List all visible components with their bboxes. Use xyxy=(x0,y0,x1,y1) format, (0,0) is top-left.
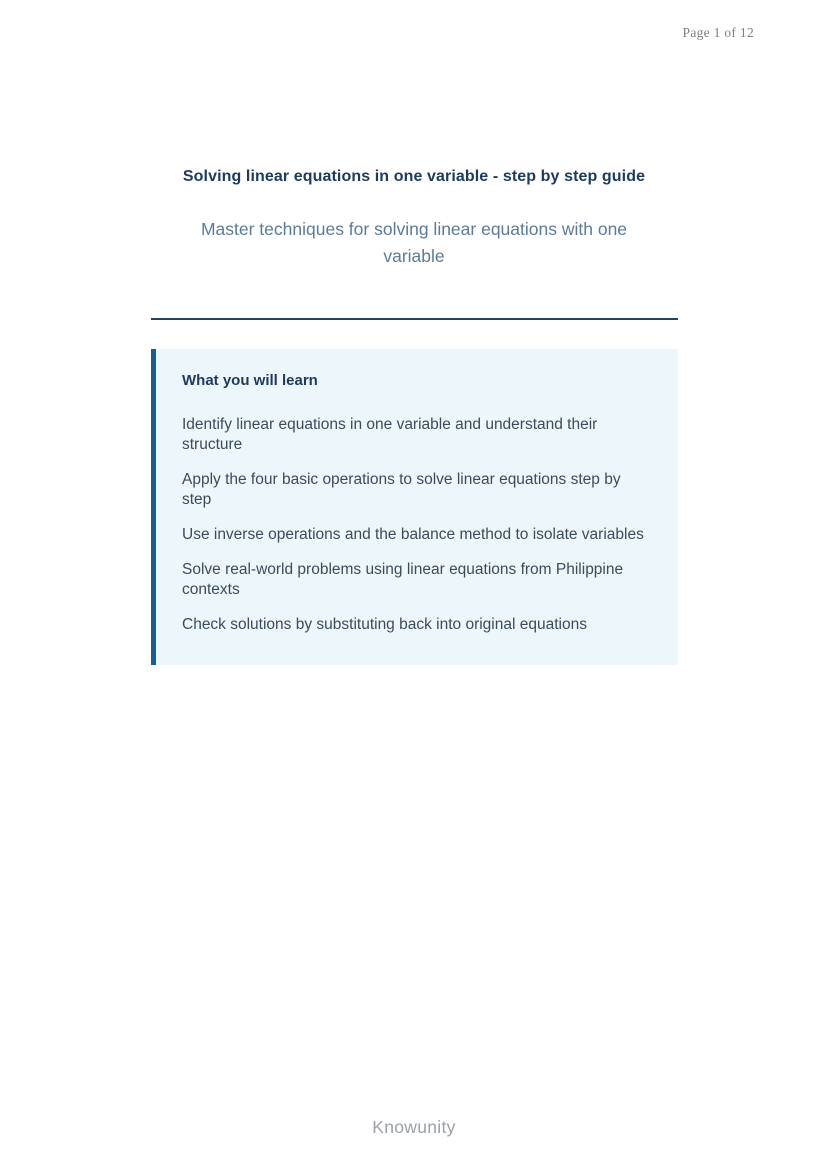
footer-brand: Knowunity xyxy=(372,1117,456,1137)
learn-item: Check solutions by substituting back into original equations xyxy=(182,616,587,633)
learn-item: Use inverse operations and the balance method to isolate variables xyxy=(182,526,644,543)
learn-item: Solve real-world problems using linear equations from Philippine contexts xyxy=(182,561,624,598)
document-subtitle: Master techniques for solving linear equations with one variable xyxy=(200,219,628,266)
learn-box-heading: What you will learn xyxy=(182,372,318,389)
page-indicator: Page 1 of 12 xyxy=(682,25,754,40)
learn-item: Identify linear equations in one variable and understand their structure xyxy=(182,416,598,453)
section-divider xyxy=(151,318,678,320)
learn-item: Apply the four basic operations to solve linear equations step by step xyxy=(182,471,621,508)
document-title: Solving linear equations in one variable - step by step guide xyxy=(182,168,646,185)
what-you-will-learn-box xyxy=(151,349,678,665)
